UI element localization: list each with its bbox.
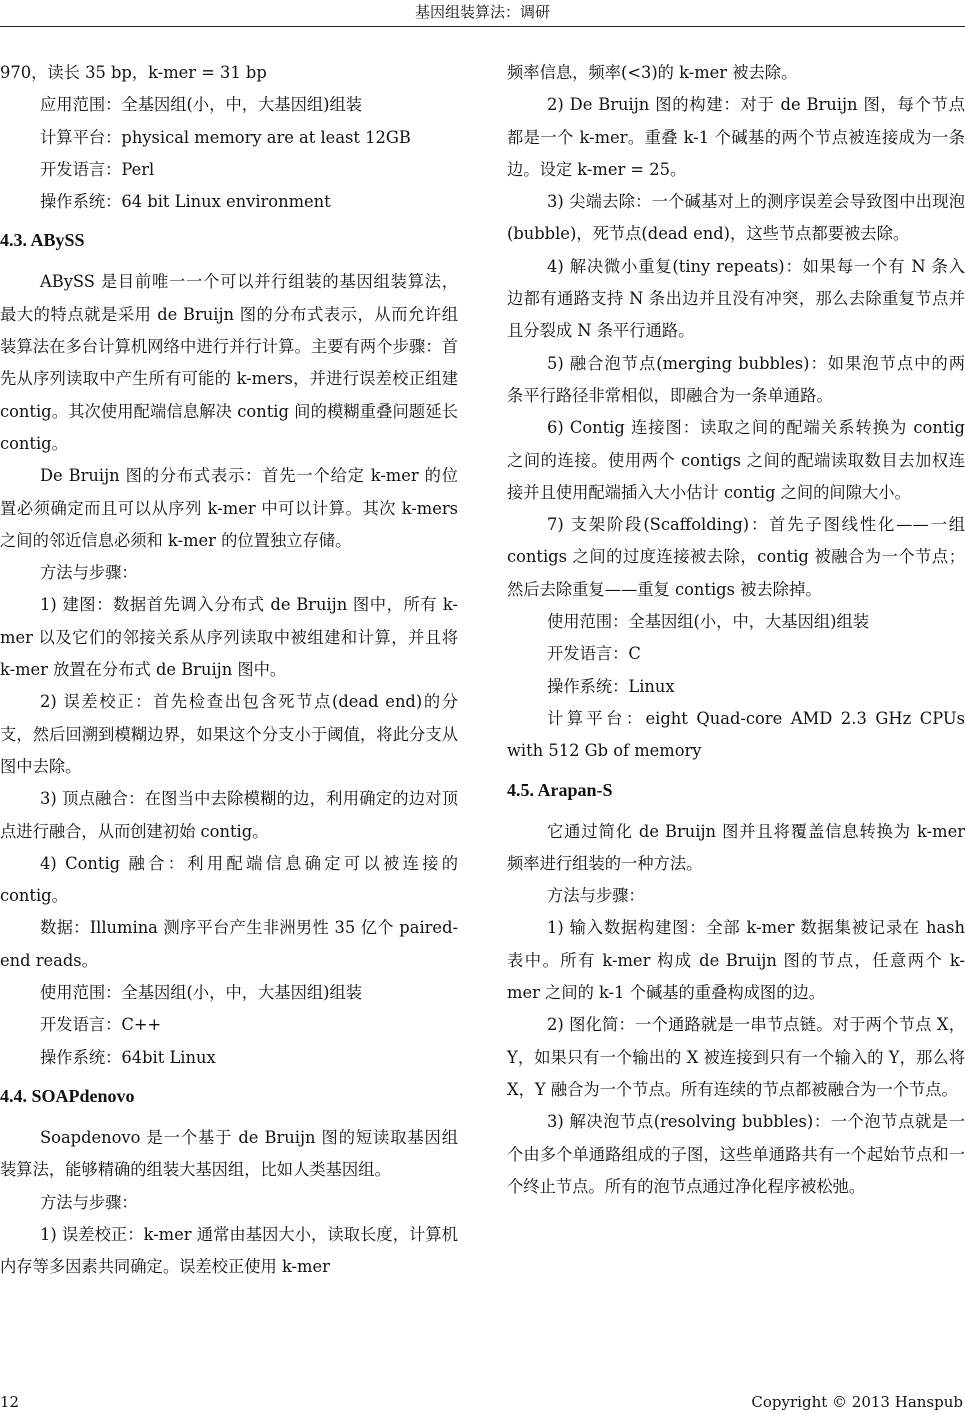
right-column — [507, 57, 965, 1203]
paragraph: ABySS 是目前唯一一个可以并行组装的基因组装算法，最大的特点就是采用 de Bruijn 图的分布式表示，从而允许组装算法在多台计算机网络中进行并行计算。主要有两个步骤：首先从序列读取中产生所有可能的 k-mers，并进行误差校正组建 contig。其次使用配端信息解决 contig 间的模糊重叠问题延长 contig。 — [0, 272, 458, 453]
paragraph: 2) 图化简：一个通路就是一串节点链。对于两个节点 X，Y，如果只有一个输出的 X 被连接到只有一个输入的 Y，那么将 X，Y 融合为一个节点。所有连续的节点都被融合为一个节点。 — [507, 1015, 965, 1099]
paragraph: 方法与步骤： — [40, 563, 138, 583]
paragraph: 开发语言：C — [547, 644, 641, 664]
left-column — [0, 57, 458, 1283]
paragraph: 方法与步骤： — [547, 886, 645, 906]
paragraph: 应用范围：全基因组(小，中，大基因组)组装 — [40, 95, 363, 115]
paragraph: Soapdenovo 是一个基于 de Bruijn 图的短读取基因组装算法，能够精确的组装大基因组，比如人类基因组。 — [0, 1127, 458, 1180]
paragraph: 3) 尖端去除：一个碱基对上的测序误差会导致图中出现泡(bubble)，死节点(dead end)，这些节点都要被去除。 — [507, 192, 965, 244]
section-heading: 4.3. ABySS — [0, 230, 85, 251]
paragraph: 计算平台：physical memory are at least 12GB — [40, 127, 411, 147]
paragraph: 操作系统：64 bit Linux environment — [40, 192, 331, 212]
section-heading: 4.5. Arapan-S — [507, 779, 613, 800]
paragraph: 数据：Illumina 测序平台产生非洲男性 35 亿个 paired-end reads。 — [0, 918, 458, 970]
header-rule — [0, 26, 965, 27]
page-number: 12 — [0, 1393, 20, 1411]
paragraph: 3) 顶点融合：在图当中去除模糊的边，利用确定的边对顶点进行融合，从而创建初始 contig。 — [0, 789, 458, 841]
paragraph: De Bruijn 图的分布式表示：首先一个给定 k-mer 的位置必须确定而且可以从序列 k-mer 中可以计算。其次 k-mers 之间的邻近信息必须和 k-mer 的位置独立存储。 — [0, 466, 458, 550]
paragraph: 1) 建图：数据首先调入分布式 de Bruijn 图中，所有 k-mer 以及它们的邻接关系从序列读取中被组建和计算，并且将 k-mer 放置在分布式 de Bruijn 图中。 — [0, 595, 458, 680]
paragraph: 开发语言：C++ — [40, 1015, 162, 1035]
paragraph: 970，读长 35 bp，k-mer = 31 bp — [0, 63, 267, 82]
paragraph: 开发语言：Perl — [40, 159, 155, 179]
paragraph: 使用范围：全基因组(小，中，大基因组)组装 — [547, 612, 870, 632]
paragraph: 5) 融合泡节点(merging bubbles)：如果泡节点中的两条平行路径非常相似，即融合为一条单通路。 — [507, 353, 965, 405]
section-heading: 4.4. SOAPdenovo — [0, 1085, 135, 1106]
paragraph: 7) 支架阶段(Scaffolding)：首先子图线性化——一组 contigs 之间的过度连接被去除，contig 被融合为一个节点；然后去除重复——重复 contigs 被去除掉。 — [507, 515, 965, 599]
paragraph: 方法与步骤： — [40, 1192, 138, 1212]
paragraph: 频率信息，频率(<3)的 k-mer 被去除。 — [507, 63, 798, 82]
paragraph: 4) 解决微小重复(tiny repeats)：如果每一个有 N 条入边都有通路支持 N 条出边并且没有冲突，那么去除重复节点并且分裂成 N 条平行通路。 — [507, 256, 965, 341]
copyright-notice: Copyright © 2013 Hanspub — [751, 1393, 963, 1411]
paragraph: 6) Contig 连接图：读取之间的配端关系转换为 contig 之间的连接。使用两个 contigs 之间的配端读取数目去加权连接并且使用配端插入大小估计 contig 之间的间隙大小。 — [507, 418, 965, 502]
paragraph: 使用范围：全基因组(小，中，大基因组)组装 — [40, 983, 363, 1003]
paragraph: 3) 解决泡节点(resolving bubbles)：一个泡节点就是一个由多个单通路组成的子图，这些单通路共有一个起始节点和一个终止节点。所有的泡节点通过净化程序被松弛。 — [507, 1112, 965, 1196]
paragraph: 操作系统：64bit Linux — [40, 1047, 216, 1067]
paragraph: 它通过简化 de Bruijn 图并且将覆盖信息转换为 k-mer 频率进行组装的一种方法。 — [507, 821, 965, 873]
paragraph: 1) 输入数据构建图：全部 k-mer 数据集被记录在 hash 表中。所有 k-mer 构成 de Bruijn 图的节点，任意两个 k-mer 之间的 k-1 个碱基的重叠构成图的边。 — [507, 918, 965, 1003]
paragraph: 1) 误差校正：k-mer 通常由基因大小，读取长度，计算机内存等多因素共同确定。误差校正使用 k-mer — [0, 1224, 458, 1277]
paragraph: 4) Contig 融合：利用配端信息确定可以被连接的 contig。 — [0, 853, 458, 906]
paragraph: 2) 误差校正：首先检查出包含死节点(dead end)的分支，然后回溯到模糊边界，如果这个分支小于阈值，将此分支从图中去除。 — [0, 692, 458, 776]
paragraph: 计算平台：eight Quad-core AMD 2.3 GHz CPUs with 512 Gb of memory — [507, 708, 965, 761]
running-header: 基因组装算法：调研 — [414, 3, 550, 21]
paragraph: 操作系统：Linux — [547, 676, 675, 696]
paragraph: 2) De Bruijn 图的构建：对于 de Bruijn 图，每个节点都是一个 k-mer。重叠 k-1 个碱基的两个节点被连接成为一条边。设定 k-mer = 25。 — [507, 95, 965, 179]
